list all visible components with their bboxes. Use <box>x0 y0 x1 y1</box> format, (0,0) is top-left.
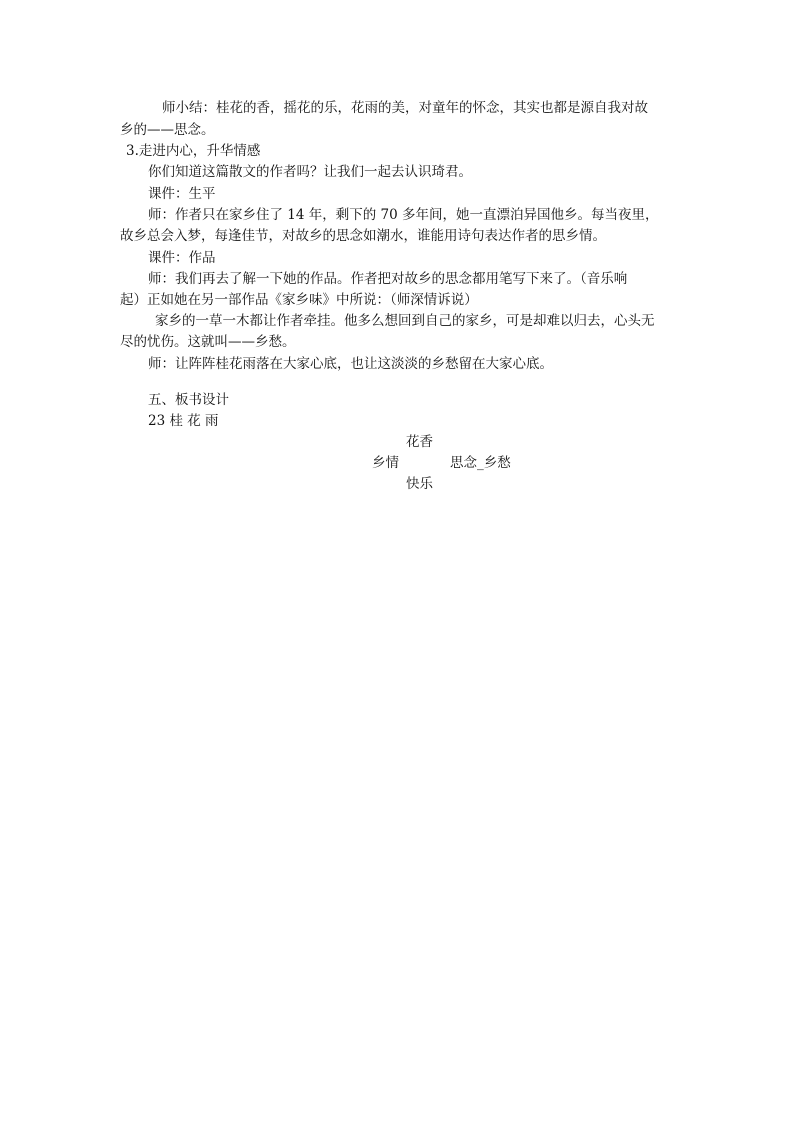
board-item-huaxiang: 花香 <box>406 434 433 450</box>
teacher-line-7: 故乡总会入梦，每逢佳节，对故乡的思念如潮水，谁能用诗句表达作者的思乡情。 <box>120 228 606 244</box>
courseware-works: 课件：作品 <box>148 250 216 266</box>
teacher-line-9: 师：我们再去了解一下她的作品。作者把对故乡的思念都用笔写下来了。（音乐响 <box>148 271 628 287</box>
courseware-biography: 课件：生平 <box>148 186 216 202</box>
question-line: 你们知道这篇散文的作者吗？让我们一起去认识琦君。 <box>148 164 472 180</box>
narration-line-11: 家乡的一草一木都让作者牵挂。他多么想回到自己的家乡，可是却难以归去，心头无 <box>155 313 655 329</box>
board-item-sinian: 思念_乡愁 <box>450 455 511 471</box>
teacher-line-10: 起）正如她在另一部作品《家乡味》中所说：（师深情诉说） <box>120 292 478 308</box>
section-heading-5: 五、板书设计 <box>148 392 229 408</box>
teacher-line-13: 师：让阵阵桂花雨落在大家心底，也让这淡淡的乡愁留在大家心底。 <box>148 356 553 372</box>
board-item-kuaile: 快乐 <box>406 476 433 492</box>
teacher-summary-line-2: 乡的——思念。 <box>120 122 215 138</box>
teacher-summary-line-1: 师小结：桂花的香，摇花的乐，花雨的美，对童年的怀念，其实也都是源自我对故 <box>162 100 648 116</box>
board-title: 23 桂 花 雨 <box>148 413 219 429</box>
section-heading-3: 3.走进内心，升华情感 <box>126 143 261 159</box>
narration-line-12: 尽的忧伤。这就叫——乡愁。 <box>120 334 296 350</box>
board-item-xiangqing: 乡情 <box>372 455 399 471</box>
teacher-line-6: 师：作者只在家乡住了 14 年，剩下的 70 多年间，她一直漂泊异国他乡。每当夜里， <box>148 207 659 223</box>
